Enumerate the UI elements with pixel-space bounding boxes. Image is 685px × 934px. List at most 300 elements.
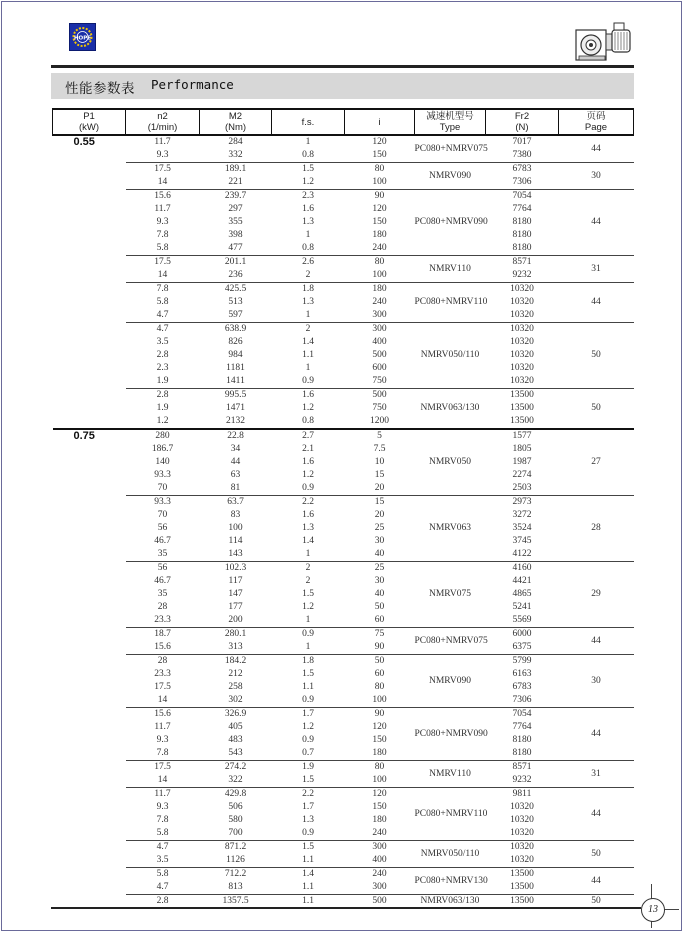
ratio-cell: 300 (372, 882, 387, 892)
col-header-type: 减速机型号 Type (415, 109, 486, 135)
n2-cell: 15.6 (126, 708, 200, 722)
n2-cell: 3.5 (156, 855, 169, 865)
ratio-cell: 750 (372, 376, 387, 386)
table-row (53, 375, 634, 389)
type-cell: PC080+NMRV075 (415, 628, 486, 655)
n2-cell: 11.7 (154, 137, 171, 147)
page-ref-cell: 30 (559, 163, 634, 190)
table-row (53, 628, 634, 642)
n2-cell: 17.5 (126, 761, 200, 775)
fr2-cell: 1987 (512, 457, 532, 467)
fr2-cell: 8180 (512, 243, 532, 253)
fr2-cell: 13500 (486, 868, 559, 882)
fr2-cell: 4160 (486, 562, 559, 576)
ratio-cell: 120 (372, 204, 387, 214)
section-title-en: Performance (151, 77, 234, 92)
fs-cell: 0.9 (302, 828, 314, 838)
n2-cell: 9.3 (156, 735, 169, 745)
table-row (53, 575, 634, 588)
n2-cell: 46.7 (154, 576, 171, 586)
fs-cell: 0.7 (302, 748, 314, 758)
ratio-cell: 7.5 (373, 444, 386, 454)
fs-cell: 0.8 (302, 150, 314, 160)
n2-cell: 93.3 (126, 496, 200, 510)
n2-cell: 7.8 (156, 230, 169, 240)
table-row (53, 349, 634, 362)
type-cell: NMRV063 (415, 496, 486, 562)
ratio-cell: 120 (372, 722, 387, 732)
n2-cell: 1.9 (156, 403, 169, 413)
type-cell: PC080+NMRV090 (415, 190, 486, 256)
n2-cell: 11.7 (154, 204, 171, 214)
n2-cell: 9.3 (156, 802, 169, 812)
table-row (53, 747, 634, 761)
ratio-cell: 300 (345, 841, 415, 855)
n2-cell: 56 (157, 523, 168, 533)
table-row (53, 668, 634, 681)
n2-cell: 28 (157, 602, 168, 612)
m2-cell: 100 (228, 523, 243, 533)
table-row (53, 362, 634, 375)
m2-cell: 147 (228, 589, 243, 599)
table-row (53, 269, 634, 283)
n2-cell: 2.8 (126, 389, 200, 403)
n2-cell: 280 (126, 429, 200, 443)
table-row (53, 774, 634, 788)
n2-cell: 35 (157, 589, 168, 599)
fs-cell: 1.3 (302, 815, 314, 825)
n2-cell: 15.6 (126, 190, 200, 204)
fr2-cell: 6000 (486, 628, 559, 642)
m2-cell: 63 (230, 470, 241, 480)
n2-cell: 5.8 (156, 828, 169, 838)
m2-cell: 477 (228, 243, 243, 253)
fr2-cell: 9232 (512, 270, 532, 280)
m2-cell: 236 (228, 270, 243, 280)
m2-cell: 34 (230, 444, 241, 454)
fs-cell: 0.9 (302, 735, 314, 745)
ratio-cell: 150 (372, 802, 387, 812)
table-row (53, 256, 634, 270)
n2-cell: 5.8 (156, 243, 169, 253)
fr2-cell: 3524 (512, 523, 532, 533)
fr2-cell: 9232 (512, 775, 532, 785)
m2-cell: 1411 (226, 376, 245, 386)
page-marker-tick (663, 909, 679, 910)
ratio-cell: 150 (372, 150, 387, 160)
ratio-cell: 300 (345, 323, 415, 337)
fr2-cell: 5241 (512, 602, 532, 612)
fs-cell: 1 (305, 642, 311, 652)
table-row (53, 694, 634, 708)
m2-cell: 239.7 (200, 190, 272, 204)
table-row (53, 614, 634, 628)
fs-cell: 0.9 (302, 483, 314, 493)
ratio-cell: 400 (372, 855, 387, 865)
table-row (53, 562, 634, 576)
fs-cell: 1.2 (302, 602, 314, 612)
ratio-cell: 90 (345, 190, 415, 204)
n2-cell: 9.3 (156, 150, 169, 160)
table-row (53, 149, 634, 163)
ratio-cell: 240 (372, 828, 387, 838)
fr2-cell: 7306 (512, 695, 532, 705)
m2-cell: 700 (228, 828, 243, 838)
n2-cell: 17.5 (126, 163, 200, 177)
fr2-cell: 3745 (512, 536, 532, 546)
n2-cell: 7.8 (156, 815, 169, 825)
m2-cell: 22.8 (200, 429, 272, 443)
fs-cell: 1.3 (302, 523, 314, 533)
ratio-cell: 150 (372, 735, 387, 745)
ratio-cell: 5 (345, 429, 415, 443)
table-row (53, 788, 634, 802)
fr2-cell: 9811 (486, 788, 559, 802)
table-row (53, 522, 634, 535)
n2-cell: 23.3 (154, 615, 171, 625)
m2-cell: 297 (228, 204, 243, 214)
table-row (53, 655, 634, 669)
m2-cell: 200 (228, 615, 243, 625)
page-ref-cell: 44 (559, 868, 634, 895)
m2-cell: 871.2 (200, 841, 272, 855)
table-row (53, 216, 634, 229)
col-header-ratio: i (345, 109, 415, 135)
page-ref-cell: 29 (559, 562, 634, 628)
m2-cell: 177 (228, 602, 243, 612)
table-row (53, 389, 634, 403)
ratio-cell: 180 (345, 283, 415, 297)
m2-cell: 274.2 (200, 761, 272, 775)
m2-cell: 597 (228, 310, 243, 320)
fr2-cell: 10320 (510, 828, 534, 838)
n2-cell: 4.7 (126, 841, 200, 855)
fr2-cell: 10320 (510, 337, 534, 347)
page-ref-cell: 44 (559, 708, 634, 761)
table-row (53, 681, 634, 694)
fs-cell: 2 (305, 576, 311, 586)
fr2-cell: 13500 (510, 882, 534, 892)
ratio-cell: 180 (372, 815, 387, 825)
table-row (53, 203, 634, 216)
fr2-cell: 6163 (512, 669, 532, 679)
n2-cell: 14 (157, 695, 168, 705)
ratio-cell: 400 (372, 337, 387, 347)
n2-cell: 9.3 (156, 217, 169, 227)
fs-cell: 1.5 (302, 589, 314, 599)
n2-cell: 15.6 (154, 642, 171, 652)
ratio-cell: 600 (372, 363, 387, 373)
ratio-cell: 40 (374, 589, 385, 599)
n2-cell: 93.3 (154, 470, 171, 480)
fs-cell: 1.4 (302, 536, 314, 546)
ratio-cell: 240 (372, 243, 387, 253)
table-row (53, 801, 634, 814)
m2-cell: 322 (228, 775, 243, 785)
m2-cell: 221 (228, 177, 243, 187)
fr2-cell: 10320 (510, 376, 534, 386)
fr2-cell: 10320 (510, 802, 534, 812)
fr2-cell: 10320 (510, 297, 534, 307)
fr2-cell: 8180 (512, 230, 532, 240)
fr2-cell: 10320 (486, 841, 559, 855)
fr2-cell: 6783 (486, 163, 559, 177)
ratio-cell: 120 (372, 137, 387, 147)
fr2-cell: 1805 (512, 444, 532, 454)
page-ref-cell: 50 (559, 841, 634, 868)
m2-cell: 280.1 (200, 628, 272, 642)
fs-cell: 1.5 (302, 775, 314, 785)
table-row (53, 708, 634, 722)
col-header-fs: f.s. (272, 109, 345, 135)
fr2-cell: 4865 (512, 589, 532, 599)
fr2-cell: 10320 (510, 310, 534, 320)
ratio-cell: 90 (345, 708, 415, 722)
type-cell: NMRV063/130 (415, 389, 486, 430)
ratio-cell: 100 (372, 177, 387, 187)
fr2-cell: 2503 (512, 483, 532, 493)
section-title-cn: 性能参数表 (65, 81, 135, 97)
fs-cell: 0.9 (302, 376, 314, 386)
fs-cell: 1.7 (302, 802, 314, 812)
ratio-cell: 80 (345, 163, 415, 177)
ratio-cell: 20 (374, 510, 385, 520)
fr2-cell: 3272 (512, 510, 532, 520)
type-cell: NMRV110 (415, 761, 486, 788)
m2-cell: 117 (228, 576, 243, 586)
fs-cell: 1.2 (302, 722, 314, 732)
table-row (53, 283, 634, 297)
ratio-cell: 120 (345, 788, 415, 802)
fs-cell: 1.3 (302, 297, 314, 307)
table-row (53, 814, 634, 827)
fs-cell: 1.6 (302, 204, 314, 214)
fs-cell: 1.1 (302, 882, 314, 892)
fr2-cell: 10320 (510, 815, 534, 825)
page-ref-cell: 44 (559, 190, 634, 256)
fr2-cell: 7380 (512, 150, 532, 160)
m2-cell: 638.9 (200, 323, 272, 337)
m2-cell: 506 (228, 802, 243, 812)
fr2-cell: 10320 (510, 363, 534, 373)
fr2-cell: 8180 (512, 217, 532, 227)
table-row (53, 456, 634, 469)
fs-cell: 1.6 (302, 457, 314, 467)
col-header-page: 页码 Page (559, 109, 634, 135)
fr2-cell: 2274 (512, 470, 532, 480)
fs-cell: 1.8 (272, 283, 345, 297)
table-row (53, 548, 634, 562)
col-header-fr2: Fr2 (N) (486, 109, 559, 135)
type-cell: PC080+NMRV090 (415, 708, 486, 761)
m2-cell: 284 (228, 137, 243, 147)
m2-cell: 513 (228, 297, 243, 307)
col-header-m2: M2 (Nm) (200, 109, 272, 135)
m2-cell: 332 (228, 150, 243, 160)
table-row (53, 721, 634, 734)
m2-cell: 355 (228, 217, 243, 227)
ratio-cell: 75 (345, 628, 415, 642)
col-header-p1: P1 (kW) (53, 109, 126, 135)
power-cell: 0.55 (73, 136, 95, 148)
table-row (53, 402, 634, 415)
page-ref-cell: 27 (559, 429, 634, 496)
fr2-cell: 7764 (512, 722, 532, 732)
fs-cell: 0.9 (272, 628, 345, 642)
fs-cell: 1 (305, 230, 311, 240)
m2-cell: 826 (228, 337, 243, 347)
m2-cell: 425.5 (200, 283, 272, 297)
page-ref-cell: 44 (559, 788, 634, 841)
m2-cell: 102.3 (200, 562, 272, 576)
m2-cell: 813 (228, 882, 243, 892)
m2-cell: 326.9 (200, 708, 272, 722)
footer-rule (51, 907, 641, 909)
table-row (53, 135, 634, 149)
ratio-cell: 80 (345, 761, 415, 775)
fs-cell: 1.2 (302, 470, 314, 480)
type-cell: NMRV050/110 (415, 323, 486, 389)
fr2-cell: 10320 (486, 323, 559, 337)
fs-cell: 1 (305, 137, 311, 147)
page-ref-cell: 31 (559, 256, 634, 283)
fs-cell: 1.6 (272, 389, 345, 403)
section-banner (51, 73, 634, 99)
ratio-cell: 150 (372, 217, 387, 227)
fr2-cell: 2973 (486, 496, 559, 510)
ratio-cell: 500 (345, 389, 415, 403)
fs-cell: 2.1 (302, 444, 314, 454)
logo-text: HOPE (73, 35, 92, 42)
m2-cell: 83 (230, 510, 241, 520)
n2-cell: 140 (155, 457, 170, 467)
fs-cell: 2 (272, 562, 345, 576)
page-ref-cell: 31 (559, 761, 634, 788)
type-cell: NMRV110 (415, 256, 486, 283)
fs-cell: 1.2 (302, 403, 314, 413)
n2-cell: 11.7 (126, 788, 200, 802)
table-row (53, 868, 634, 882)
ratio-cell: 15 (374, 470, 385, 480)
ratio-cell: 40 (374, 549, 385, 559)
ratio-cell: 25 (374, 523, 385, 533)
fs-cell: 2.2 (272, 496, 345, 510)
fs-cell: 1.1 (302, 350, 314, 360)
ratio-cell: 500 (345, 895, 415, 909)
m2-cell: 212 (228, 669, 243, 679)
fr2-cell: 13500 (486, 895, 559, 909)
table-row (53, 509, 634, 522)
n2-cell: 14 (157, 270, 168, 280)
company-logo (69, 23, 96, 51)
ratio-cell: 90 (374, 642, 385, 652)
type-cell: NMRV075 (415, 562, 486, 628)
table-row (53, 296, 634, 309)
m2-cell: 2132 (226, 416, 245, 426)
fs-cell: 2.3 (272, 190, 345, 204)
m2-cell: 143 (228, 549, 243, 559)
table-row (53, 336, 634, 349)
table-row (53, 242, 634, 256)
page-ref-cell: 44 (559, 628, 634, 655)
type-cell: PC080+NMRV075 (414, 143, 488, 154)
fs-cell: 2.2 (272, 788, 345, 802)
table-row (53, 429, 634, 443)
fs-cell: 1.5 (272, 163, 345, 177)
n2-cell: 5.8 (156, 297, 169, 307)
m2-cell: 114 (228, 536, 243, 546)
type-cell: NMRV090 (415, 655, 486, 708)
fr2-cell: 5799 (486, 655, 559, 669)
m2-cell: 984 (228, 350, 243, 360)
fs-cell: 1.4 (302, 337, 314, 347)
m2-cell: 1181 (226, 363, 245, 373)
n2-cell: 17.5 (154, 682, 171, 692)
type-cell: NMRV063/130 (415, 895, 486, 909)
page-ref-cell: 28 (559, 496, 634, 562)
table-header-row (53, 109, 634, 135)
ratio-cell: 80 (345, 256, 415, 270)
table-row (53, 323, 634, 337)
table-row (53, 881, 634, 895)
ratio-cell: 30 (374, 576, 385, 586)
n2-cell: 14 (157, 775, 168, 785)
table-row (53, 641, 634, 655)
n2-cell: 23.3 (154, 669, 171, 679)
n2-cell: 35 (157, 549, 168, 559)
fr2-cell: 4421 (512, 576, 532, 586)
type-cell: NMRV090 (415, 163, 486, 190)
m2-cell: 1471 (226, 403, 245, 413)
fr2-cell: 13500 (486, 389, 559, 403)
ratio-cell: 10 (374, 457, 385, 467)
fr2-cell: 7054 (486, 190, 559, 204)
table-row (53, 601, 634, 614)
m2-cell: 995.5 (200, 389, 272, 403)
m2-cell: 483 (228, 735, 243, 745)
page-ref-cell: 50 (559, 389, 634, 430)
ratio-cell: 100 (372, 270, 387, 280)
n2-cell: 11.7 (154, 722, 171, 732)
n2-cell: 2.8 (156, 350, 169, 360)
page-number: 13 (641, 898, 665, 922)
fs-cell: 1.1 (302, 855, 314, 865)
m2-cell: 543 (228, 748, 243, 758)
m2-cell: 429.8 (200, 788, 272, 802)
ratio-cell: 100 (372, 695, 387, 705)
table-row (53, 854, 634, 868)
fs-cell: 1.1 (302, 682, 314, 692)
ratio-cell: 240 (345, 868, 415, 882)
fs-cell: 1.9 (272, 761, 345, 775)
fr2-cell: 10320 (510, 350, 534, 360)
fr2-cell: 13500 (510, 403, 534, 413)
fs-cell: 2.6 (272, 256, 345, 270)
table-row (53, 761, 634, 775)
n2-cell: 2.8 (126, 895, 200, 909)
m2-cell: 580 (228, 815, 243, 825)
fs-cell: 1.7 (272, 708, 345, 722)
type-cell: PC080+NMRV110 (415, 788, 486, 841)
table-row (53, 443, 634, 456)
fs-cell: 1.6 (302, 510, 314, 520)
table-row (53, 841, 634, 855)
ratio-cell: 30 (374, 536, 385, 546)
n2-cell: 2.3 (156, 363, 169, 373)
fs-cell: 1 (305, 615, 311, 625)
page-ref-cell: 30 (559, 655, 634, 708)
table-row (53, 176, 634, 190)
